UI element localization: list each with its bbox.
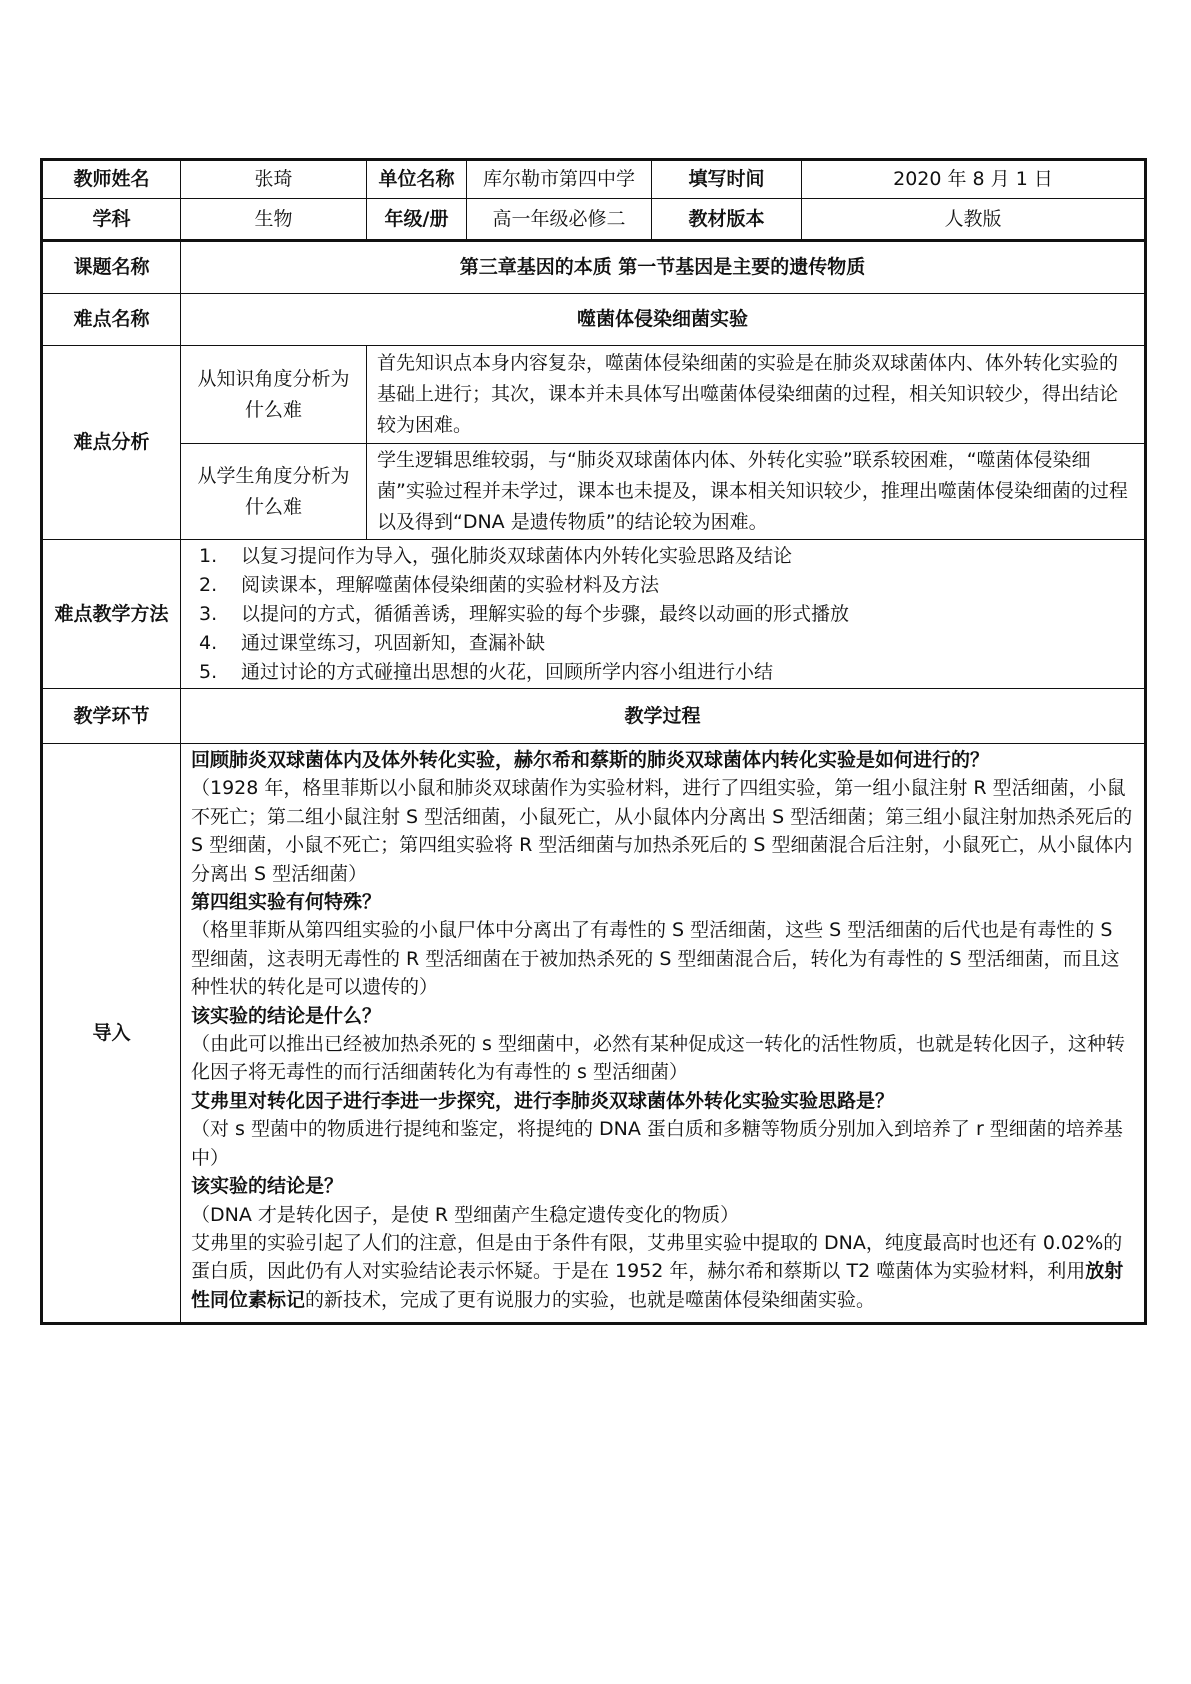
stage-label: 教学环节	[42, 689, 181, 744]
difficulty-label: 难点名称	[42, 294, 181, 346]
topic-row	[42, 241, 1146, 294]
intro-question-2: 第四组实验有何特殊？	[191, 891, 382, 914]
intro-answer-5: （DNA 才是转化因子，是使 R 型细菌产生稳定遗传变化的物质）	[191, 1203, 740, 1226]
method-item: 2. 阅读课本，理解噬菌体侵染细菌的实验材料及方法	[199, 573, 660, 596]
subject-label: 学科	[42, 199, 181, 241]
method-item: 3. 以提问的方式，循循善诱，理解实验的每个步骤，最终以动画的形式播放	[199, 602, 850, 625]
knowledge-angle-label: 从知识角度分析为什么难	[181, 346, 367, 444]
method-item: 1. 以复习提问作为导入，强化肺炎双球菌体内外转化实验思路及结论	[199, 544, 793, 567]
intro-content	[181, 744, 1146, 1324]
student-angle-label: 从学生角度分析为什么难	[181, 444, 367, 540]
intro-question-4: 艾弗里对转化因子进行李进一步探究，进行李肺炎双球菌体外转化实验实验思路是？	[191, 1089, 895, 1112]
intro-label: 导入	[42, 744, 181, 1324]
intro-question-5: 该实验的结论是？	[191, 1175, 344, 1198]
unit-value: 库尔勒市第四中学	[467, 160, 652, 199]
teacher-label: 教师姓名	[42, 160, 181, 199]
header-row-1	[42, 160, 1146, 199]
intro-answer-1: （1928 年，格里菲斯以小鼠和肺炎双球菌作为实验材料，进行了四组实验，第一组小鼠注射 R 型活细菌，小鼠不死亡；第二组小鼠注射 S 型活细菌，小鼠死亡，从小鼠体内分离出 S 型活细菌；第三组小鼠注射加热杀死后的 S 型细菌，小鼠不死亡；第四组实验将 R 型活细菌与加热杀死后的 S 型细菌混合后注射，小鼠死亡，从小鼠体内分离出 S 型活细菌）	[191, 777, 1133, 885]
method-item: 5. 通过讨论的方式碰撞出思想的火花，回顾所学内容小组进行小结	[199, 660, 774, 683]
edition-label: 教材版本	[652, 199, 802, 241]
intro-question-1: 回顾肺炎双球菌体内及体外转化实验，赫尔希和蔡斯的肺炎双球菌体内转化实验是如何进行的？	[191, 749, 990, 771]
intro-question-3: 该实验的结论是什么？	[191, 1004, 382, 1027]
process-header-row	[42, 689, 1146, 744]
knowledge-angle-text: 首先知识点本身内容复杂，噬菌体侵染细菌的实验是在肺炎双球菌体内、体外转化实验的基础上进行；其次，课本并未具体写出噬菌体侵染细菌的过程，相关知识较少，得出结论较为困难。	[367, 346, 1146, 444]
method-item: 4. 通过课堂练习，巩固新知，查漏补缺	[199, 631, 546, 654]
student-angle-text: 学生逻辑思维较弱，与“肺炎双球菌体内体、外转化实验”联系较困难，“噬菌体侵染细菌”实验过程并未学过，课本也未提及，课本相关知识较少，推理出噬菌体侵染细菌的过程以及得到“DNA 是遗传物质”的结论较为困难。	[367, 444, 1146, 540]
methods-row	[42, 540, 1146, 689]
highlight-term: 放射性同位素标记	[191, 1260, 1124, 1311]
methods-label: 难点教学方法	[42, 540, 181, 689]
header-row-2	[42, 199, 1146, 241]
process-label: 教学过程	[181, 689, 1146, 744]
date-label: 填写时间	[652, 160, 802, 199]
topic-value: 第三章基因的本质 第一节基因是主要的遗传物质	[181, 241, 1146, 294]
lesson-plan-table	[40, 158, 1147, 1325]
intro-answer-2: （格里菲斯从第四组实验的小鼠尸体中分离出了有毒性的 S 型活细菌，这些 S 型活细菌的后代也是有毒性的 S 型细菌，这表明无毒性的 R 型活细菌在于被加热杀死的 S 型细菌混合后，转化为有毒性的 S 型活细菌，而且这种性状的转化是可以遗传的）	[191, 919, 1120, 999]
intro-answer-4: （对 s 型菌中的物质进行提纯和鉴定，将提纯的 DNA 蛋白质和多糖等物质分别加入到培养了 r 型细菌的培养基中）	[191, 1118, 1123, 1169]
difficulty-row	[42, 294, 1146, 346]
analysis-knowledge-row	[42, 346, 1146, 444]
intro-answer-3: （由此可以推出已经被加热杀死的 s 型细菌中，必然有某种促成这一转化的活性物质，也就是转化因子，这种转化因子将无毒性的而行活细菌转化为有毒性的 s 型活细菌）	[191, 1033, 1125, 1084]
analysis-label: 难点分析	[42, 346, 181, 540]
grade-label: 年级/册	[367, 199, 467, 241]
methods-list	[191, 542, 1134, 687]
unit-label: 单位名称	[367, 160, 467, 199]
intro-closing-paragraph: 艾弗里的实验引起了人们的注意，但是由于条件有限，艾弗里实验中提取的 DNA，纯度最高时也还有 0.02%的蛋白质，因此仍有人对实验结论表示怀疑。于是在 1952 年，赫尔希和蔡斯以 T2 噬菌体为实验材料，利用放射性同位素标记的新技术，完成了更有说服力的实验，也就是噬菌体侵染细菌实验。	[191, 1231, 1124, 1311]
lesson-plan-page	[40, 158, 1144, 1325]
subject-value: 生物	[181, 199, 367, 241]
teacher-value: 张琦	[181, 160, 367, 199]
edition-value: 人教版	[802, 199, 1146, 241]
intro-row	[42, 744, 1146, 1324]
date-value: 2020 年 8 月 1 日	[802, 160, 1146, 199]
grade-value: 高一年级必修二	[467, 199, 652, 241]
methods-cell	[181, 540, 1146, 689]
difficulty-value: 噬菌体侵染细菌实验	[181, 294, 1146, 346]
analysis-student-row	[42, 444, 1146, 540]
topic-label: 课题名称	[42, 241, 181, 294]
